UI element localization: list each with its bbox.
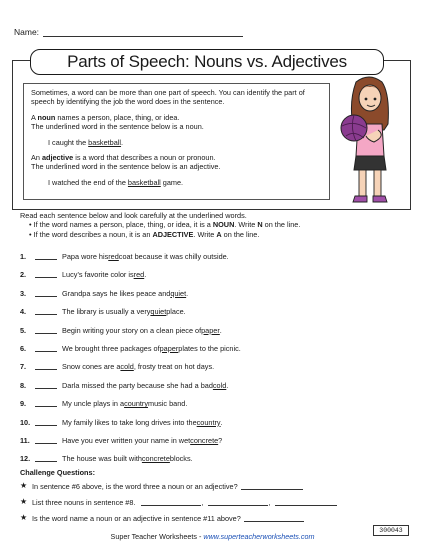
question-row: 3. Grandpa says he likes peace and quiet . [20, 288, 189, 298]
answer-blank[interactable] [35, 307, 57, 315]
instruction-noun: • If the word names a person, place, thing, or idea, it is a NOUN. Write N on the line. [29, 220, 301, 230]
adjective-example-word: basketball [127, 177, 161, 187]
challenge-item: ★ In sentence #6 above, is the word three a noun or an adjective? [20, 482, 410, 498]
intro-paragraph: Sometimes, a word can be more than one part of speech. You can identify the part of speech by identifying the job the word does in the sentence. [31, 88, 305, 107]
challenge-title: Challenge Questions: [20, 468, 96, 477]
answer-blank[interactable] [35, 381, 57, 389]
challenge-item: ★ List three nouns in sentence #8. , , [20, 498, 410, 514]
question-row: 4. The library is usually a very quiet place. [20, 307, 186, 317]
noun-example-word: basketball [88, 137, 122, 147]
question-row: 5. Begin writing your story on a clean piece of paper . [20, 325, 222, 335]
page-title: Parts of Speech: Nouns vs. Adjectives [67, 52, 347, 71]
star-icon: ★ [20, 497, 28, 506]
challenge-answer-blank[interactable] [208, 498, 268, 506]
challenge-answer-blank[interactable] [241, 482, 303, 490]
star-icon: ★ [20, 513, 28, 522]
noun-example: I caught the basketball. [48, 137, 124, 147]
answer-blank[interactable] [35, 252, 57, 260]
challenge-item: ★ Is the word name a noun or an adjective in sentence #11 above? [20, 514, 410, 530]
noun-line2: The underlined word in the sentence below is a noun. [31, 122, 204, 132]
challenge-answer-blank[interactable] [141, 498, 201, 506]
noun-definition: A noun names a person, place, thing, or idea. [31, 112, 180, 122]
question-row: 1. Papa wore his red coat because it was chilly outside. [20, 252, 229, 261]
answer-blank[interactable] [35, 454, 57, 462]
answer-blank[interactable] [35, 399, 57, 407]
answer-blank[interactable] [35, 418, 57, 426]
girl-with-ball-illustration [334, 74, 404, 208]
footer-brand: Super Teacher Worksheets - [110, 532, 204, 541]
answer-blank[interactable] [35, 270, 57, 278]
instructions-line: Read each sentence below and look carefully at the underlined words. [20, 211, 247, 220]
adjective-term: adjective [41, 153, 74, 163]
question-row: 6. We brought three packages of paper plates to the picnic. [20, 343, 241, 353]
answer-blank[interactable] [35, 289, 57, 297]
question-row: 7. Snow cones are a cold , frosty treat on hot days. [20, 362, 215, 372]
question-row: 11. Have you ever written your name in wet concrete ? [20, 435, 223, 445]
answer-blank[interactable] [35, 362, 57, 370]
star-icon: ★ [20, 481, 28, 490]
footer [0, 532, 425, 541]
answer-blank[interactable] [35, 344, 57, 352]
name-label: Name: [14, 27, 40, 37]
question-row: 9. My uncle plays in a country music band. [20, 399, 188, 409]
intro-card [23, 83, 330, 200]
question-list [20, 252, 410, 473]
name-field [14, 27, 243, 37]
question-row: 12. The house was built with concrete blocks. [20, 454, 193, 464]
question-row: 2. Lucy’s favorite color is red . [20, 270, 147, 280]
name-blank[interactable] [43, 27, 243, 37]
title-banner [30, 49, 384, 75]
adjective-line2: The underlined word in the sentence below is an adjective. [31, 162, 221, 172]
challenge-answer-blank[interactable] [244, 514, 304, 522]
adjective-definition: An adjective is a word that describes a noun or pronoun. [31, 153, 216, 163]
question-row: 8. Darla missed the party because she had a bad cold . [20, 380, 229, 390]
answer-blank[interactable] [35, 436, 57, 444]
adjective-example: I watched the end of the basketball game. [48, 177, 184, 187]
instructions [20, 211, 405, 239]
question-row: 10. My family likes to take long drives into the country . [20, 417, 223, 427]
noun-term: noun [37, 112, 56, 122]
footer-url[interactable]: www.superteacherworksheets.com [203, 532, 315, 541]
answer-blank[interactable] [35, 326, 57, 334]
challenge-list [20, 482, 410, 530]
worksheet-code: 300043 [373, 525, 409, 536]
challenge-answer-blank[interactable] [275, 498, 337, 506]
instruction-adjective: • If the word describes a noun, it is an ADJECTIVE. Write A on the line. [29, 229, 260, 239]
